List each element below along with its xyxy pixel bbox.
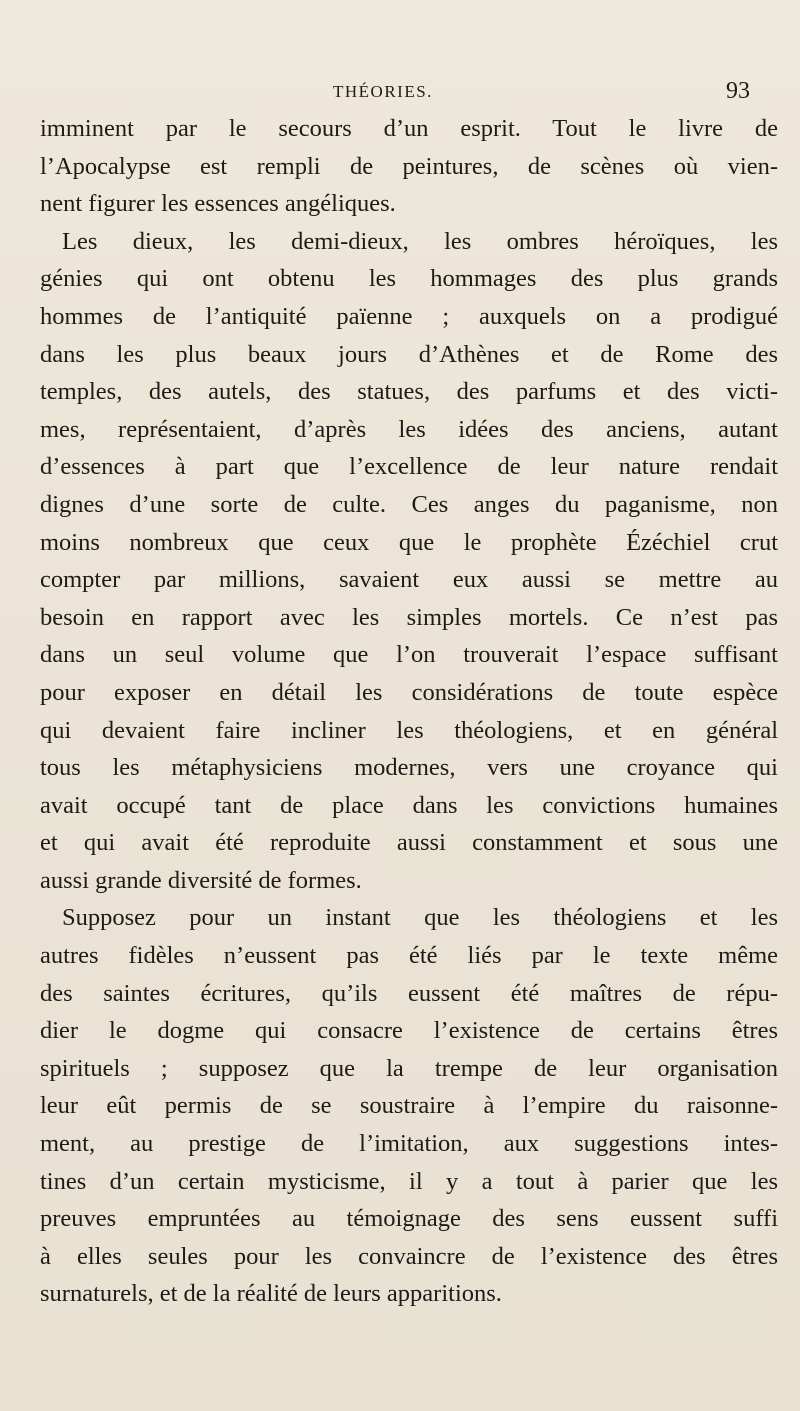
text-line: moins nombreux que ceux que le prophète Ézéchiel crut xyxy=(40,528,778,556)
text-line: surnaturels, et de la réalité de leurs apparitions. xyxy=(40,1280,502,1308)
text-line: compter par millions, savaient eux aussi se mettre au xyxy=(40,566,778,594)
text-line: spirituels ; supposez que la trempe de leur organisation xyxy=(40,1054,778,1082)
text-line: Les dieux, les demi-dieux, les ombres héroïques, les xyxy=(62,227,778,255)
text-line: dignes d’une sorte de culte. Ces anges du paganisme, non xyxy=(40,490,778,518)
text-line: Supposez pour un instant que les théologiens et les xyxy=(62,904,778,932)
text-line: imminent par le secours d’un esprit. Tout le livre de xyxy=(40,115,778,142)
text-line: temples, des autels, des statues, des parfums et des victi- xyxy=(40,378,778,406)
text-line: pour exposer en détail les considérations de toute espèce xyxy=(40,678,778,706)
page-number: 93 xyxy=(726,78,750,104)
text-line: autres fidèles n’eussent pas été liés par le texte même xyxy=(40,942,778,970)
text-line: des saintes écritures, qu’ils eussent été maîtres de répu- xyxy=(40,979,778,1007)
paragraph-3 xyxy=(40,899,778,1313)
text-line: génies qui ont obtenu les hommages des plus grands xyxy=(40,265,778,293)
text-line: à elles seules pour les convaincre de l’existence des êtres xyxy=(40,1242,778,1270)
text-line: dans les plus beaux jours d’Athènes et de Rome des xyxy=(40,340,778,368)
text-line: ment, au prestige de l’imitation, aux suggestions intes- xyxy=(40,1130,778,1158)
text-line: nent figurer les essences angéliques. xyxy=(40,190,396,218)
text-line: dier le dogme qui consacre l’existence de certains êtres xyxy=(40,1017,778,1045)
text-line: qui devaient faire incliner les théologiens, et en général xyxy=(40,716,778,744)
text-line: hommes de l’antiquité païenne ; auxquels on a prodigué xyxy=(40,302,778,330)
text-line: tines d’un certain mysticisme, il y a tout à parier que les xyxy=(40,1167,778,1195)
body-text xyxy=(40,110,778,1313)
paragraph-1 xyxy=(40,110,778,223)
running-title: THÉORIES. xyxy=(333,82,433,101)
text-line: avait occupé tant de place dans les convictions humaines xyxy=(40,791,778,819)
text-line: tous les métaphysiciens modernes, vers une croyance qui xyxy=(40,754,778,782)
text-line: mes, représentaient, d’après les idées des anciens, autant xyxy=(40,415,778,443)
paragraph-2 xyxy=(40,223,778,900)
text-line: dans un seul volume que l’on trouverait l’espace suffisant xyxy=(40,641,778,669)
text-line: leur eût permis de se soustraire à l’empire du raisonne- xyxy=(40,1092,778,1120)
text-line: besoin en rapport avec les simples mortels. Ce n’est pas xyxy=(40,603,778,631)
text-line: d’essences à part que l’excellence de leur nature rendait xyxy=(40,453,778,481)
text-line: et qui avait été reproduite aussi constamment et sous une xyxy=(40,829,778,857)
text-line: preuves empruntées au témoignage des sens eussent suffi xyxy=(40,1205,778,1233)
text-line: aussi grande diversité de formes. xyxy=(40,866,362,894)
running-header xyxy=(0,78,800,108)
text-line: l’Apocalypse est rempli de peintures, de scènes où vien- xyxy=(40,152,778,180)
